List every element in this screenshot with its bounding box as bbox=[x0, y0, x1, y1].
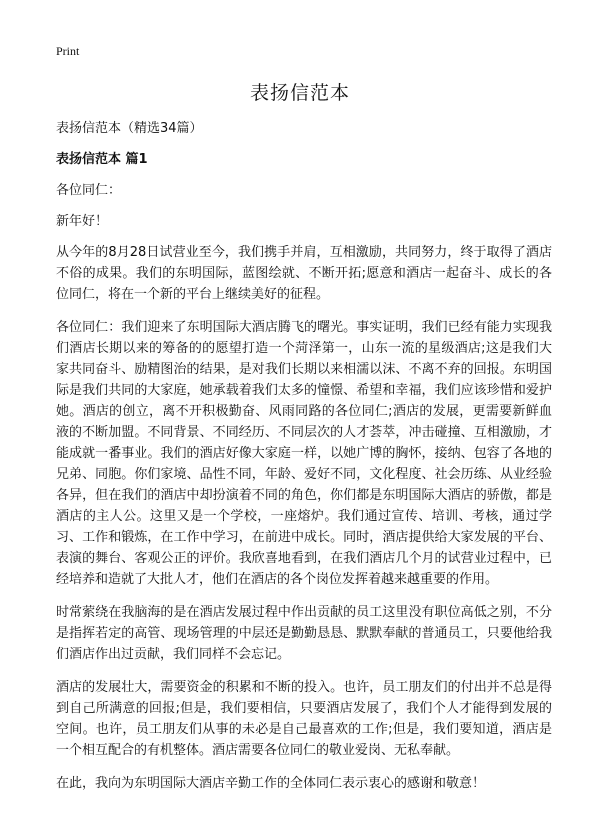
page-title: 表扬信范本 bbox=[249, 82, 350, 104]
paragraph: 酒店的发展壮大，需要资金的积累和不断的投入。也许，员工朋友们的付出并不总是得到自己所满意的回报;但是，我们要相信，只要酒店发展了，我们个人才能得到发展的空间。也许，员工朋友们从事的未必是自己最喜欢的工作;但是，我们要知道，酒店是一个相互配合的有机整体。酒店需要各位同仁的敬业爱岗、无私奉献。 bbox=[56, 680, 552, 758]
section-heading: 表扬信范本 篇1 bbox=[56, 152, 148, 167]
paragraph: 从今年的8月28日试营业至今，我们携手并肩，互相激励，共同努力，终于取得了酒店不俗的成果。我们的东明国际，蓝图绘就、不断开拓;愿意和酒店一起奋斗、成长的各位同仁，将在一个新的平台上继续美好的征程。 bbox=[56, 245, 552, 302]
print-link[interactable]: Print bbox=[56, 44, 80, 58]
paragraph: 在此，我向为东明国际大酒店辛勤工作的全体同仁表示衷心的感谢和敬意！ bbox=[56, 776, 486, 791]
paragraph: 各位同仁：我们迎来了东明国际大酒店腾飞的曙光。事实证明，我们已经有能力实现我们酒店长期以来的筹备的的愿望打造一个菏泽第一，山东一流的星级酒店;这是我们大家共同奋斗、励精图治的结果，是对我们长期以来相濡以沫、不离不弃的回报。东明国际是我们共同的大家庭，她承载着我们太多的憧憬、希望和幸福，我们应该珍惜和爱护她。酒店的创立，离不开积极勤奋、风雨同路的各位同仁;酒店的发展，更需要新鲜血液的不断加盟。不同背景、不同经历、不同层次的人才荟萃，冲击碰撞、互相激励，才能成就一番事业。我们的酒店好像大家庭一样，以她广博的胸怀，接纳、包容了各地的兄弟、同胞。你们家境、品性不同，年龄、爱好不同，文化程度、社会历练、从业经验各异，但在我们的酒店中却扮演着不同的角色，你们都是东明国际大酒店的骄傲，都是酒店的主人公。这里又是一个学校，一座熔炉。我们通过宣传、培训、考核，通过学习、工作和锻炼，在工作中学习，在前进中成长。同时，酒店提供给大家发展的平台、表演的舞台、客观公正的评价。我欣喜地看到，在我们酒店几个月的试营业过程中，已经培养和造就了大批人才，他们在酒店的各个岗位发挥着越来越重要的作用。 bbox=[56, 320, 552, 587]
salutation: 各位同仁： bbox=[56, 183, 122, 198]
greeting: 新年好！ bbox=[56, 214, 109, 229]
document-subtitle: 表扬信范本（精选34篇） bbox=[56, 121, 203, 136]
document-body bbox=[56, 118, 552, 804]
paragraph: 时常萦绕在我脑海的是在酒店发展过程中作出贡献的员工这里没有职位高低之别，不分是指挥若定的高管、现场管理的中层还是勤勤恳恳、默默奉献的普通员工，只要他给我们酒店作出过贡献，我们同样不会忘记。 bbox=[56, 605, 552, 662]
